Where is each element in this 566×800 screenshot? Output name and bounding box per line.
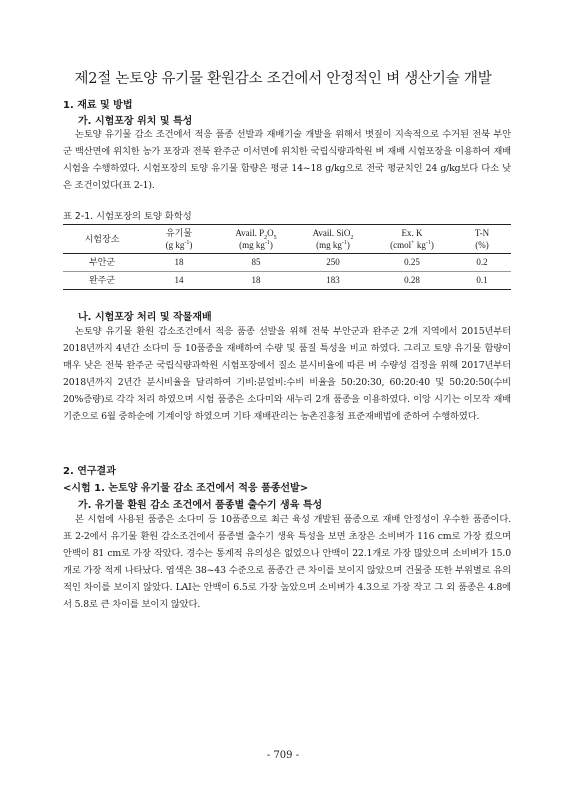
table-header-row xyxy=(63,225,511,254)
paragraph-site xyxy=(63,126,511,194)
header-avail-p2o5: Avail. $P_2O_5$ (mg $kg^{-1}$) xyxy=(235,228,277,250)
cell-avail-sio2: 183 xyxy=(326,275,340,285)
cell-organic-matter: 14 xyxy=(174,275,184,285)
table-row xyxy=(63,272,511,290)
header-site: 시험장소 xyxy=(84,234,120,244)
paragraph-growth xyxy=(63,511,511,613)
cell-total-n: 0.1 xyxy=(476,275,488,285)
paragraph-treatment xyxy=(63,323,511,425)
cell-ex-k: 0.25 xyxy=(371,254,453,272)
cell-avail-p2o5: 85 xyxy=(217,254,295,272)
header-total-n: T-N (%) xyxy=(474,228,490,250)
cell-site: 부안군 xyxy=(63,254,141,272)
subsection-heading-site: 가. 시험포장 위치 및 특성 xyxy=(78,116,193,127)
paragraph-site-text: 논토양 유기물 감소 조건에서 적응 품종 선발과 재배기술 개발을 위해서 볏짚이 지속적으로 수거된 전북 부안군 백산면에 위치한 농가 포장과 전북 완주군 이서면에 위치한 국립식량과학원 벼 재배 시험포장을 이용하여 재배 시험을 수행하였다. 시험포장의 토양 유기물 함량은 평균 14~18 g/kg으로 전국 평균치인 24 g/kg보다 다소 낮은 조건이었다(표 2-1). xyxy=(63,129,511,191)
header-organic-matter: 유기물 (g $kg^{-1}$) xyxy=(165,228,193,250)
page-number: - 709 - xyxy=(266,750,300,761)
cell-avail-sio2: 250 xyxy=(295,254,371,272)
section-heading-results: 2. 연구결과 xyxy=(63,466,116,477)
section-heading-materials: 1. 재료 및 방법 xyxy=(63,100,133,111)
header-ex-k: Ex. K (cmol+ $kg^{-1}$) xyxy=(390,228,434,250)
subsection-heading-treatment: 나. 시험포장 처리 및 작물재배 xyxy=(78,312,212,323)
experiment-title: <시험 1. 논토양 유기물 감소 조건에서 적응 품종선발> xyxy=(63,483,309,494)
paragraph-treatment-text: 논토양 유기물 환원 감소조건에서 적응 품종 선발을 위해 전북 부안군과 완주군 2개 지역에서 2015년부터 2018년까지 4년간 소다미 등 10품종을 재배하여 수량 및 품질 특성을 비교 하였다. 그리고 토양 유기물 함량이 매우 낮은 전북 완주군 국립식량과학원 시험포장에서 질소 분시비율에 따른 벼 수량성 검정을 위해 2017년부터 2018년까지 2년간 분시비율을 달리하여 기비:분얼비:수비 비율을 50:20:30, 60:20:40 및 50:20:50(수비 20%증량)로 각각 처리 하였으며 시험 품종은 소다미와 새누리 2개 품종을 이용하였다. 이앙 시기는 이모작 재배 기준으로 6월 중하순에 기계이앙 하였으며 기타 재배관리는 농촌진흥청 표준재배법에 준하여 수행하였다. xyxy=(63,326,511,422)
paragraph-growth-text: 본 시험에 사용된 품종은 소다미 등 10품종으로 최근 육성 개발된 품종으로 재배 안정성이 우수한 품종이다. 표 2-2에서 유기물 환원 감소조건에서 품종별 출수기 생육 특성을 보면 초장은 소비벼가 116 cm로 가장 컸으며 안백이 81 cm로 가장 작았다. 경수는 통계적 유의성은 없었으나 안백이 22.1개로 가장 많았으며 소비벼가 15.0개로 가장 적게 나타났다. 엽색은 38~43 수준으로 품종간 큰 차이를 보이지 않았으며 건물중 또한 부위별로 유의적인 차이를 보이지 않았다. LAI는 안백이 6.5로 가장 높았으며 소비벼가 4.3으로 가장 작고 그 외 품종은 4.8에서 5.8로 큰 차이를 보이지 않았다. xyxy=(63,514,511,610)
cell-site: 완주군 xyxy=(88,275,116,285)
cell-avail-p2o5: 18 xyxy=(251,275,261,285)
subsection-heading-growth: 가. 유기물 환원 감소 조건에서 품종별 출수기 생육 특성 xyxy=(78,500,323,511)
header-avail-sio2: Avail. SiO$_2$ (mg $kg^{-1}$) xyxy=(312,228,354,250)
cell-ex-k: 0.28 xyxy=(404,275,420,285)
cell-organic-matter: 18 xyxy=(141,254,217,272)
chapter-title: 제2절 논토양 유기물 환원감소 조건에서 안정적인 벼 생산기술 개발 xyxy=(74,71,492,87)
table-row xyxy=(63,254,511,272)
soil-chemistry-table xyxy=(63,224,511,290)
cell-total-n: 0.2 xyxy=(453,254,511,272)
table-caption: 표 2-1. 시험포장의 토양 화학성 xyxy=(63,211,192,222)
